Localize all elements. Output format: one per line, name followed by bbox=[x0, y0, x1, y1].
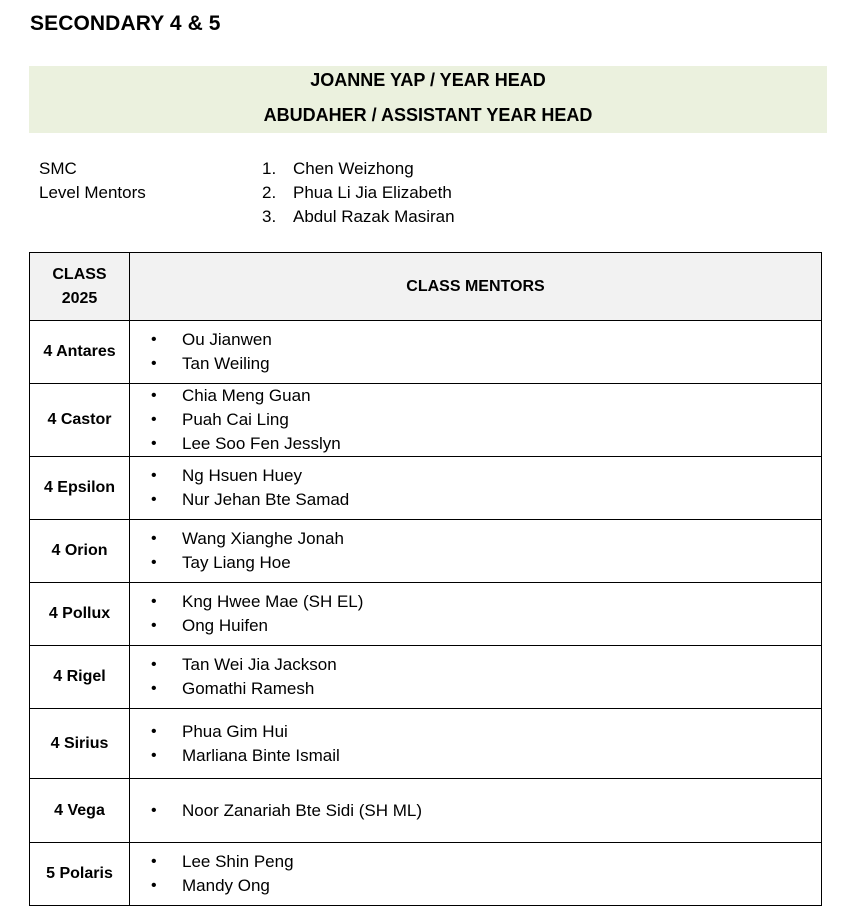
class-mentors-cell bbox=[130, 646, 822, 709]
class-mentor-item: • Gomathi Ramesh bbox=[151, 677, 821, 701]
class-name: 4 Rigel bbox=[30, 646, 130, 709]
page-title: SECONDARY 4 & 5 bbox=[30, 12, 221, 35]
smc-label bbox=[39, 157, 146, 205]
class-name: 5 Polaris bbox=[30, 843, 130, 906]
class-mentor-item: • Lee Shin Peng bbox=[151, 850, 821, 874]
class-mentors-cell bbox=[130, 843, 822, 906]
class-mentor-item: • Tay Liang Hoe bbox=[151, 551, 821, 575]
class-mentor-item: • Noor Zanariah Bte Sidi (SH ML) bbox=[151, 799, 821, 823]
table-row bbox=[30, 520, 822, 583]
class-name: 4 Vega bbox=[30, 779, 130, 843]
class-mentor-item: • Marliana Binte Ismail bbox=[151, 744, 821, 768]
class-mentors-cell bbox=[130, 520, 822, 583]
level-mentor-item bbox=[262, 181, 455, 205]
level-mentor-name: Phua Li Jia Elizabeth bbox=[293, 183, 452, 202]
list-number: 2. bbox=[262, 183, 277, 202]
table-row bbox=[30, 583, 822, 646]
class-name: 4 Pollux bbox=[30, 583, 130, 646]
class-mentor-item: • Nur Jehan Bte Samad bbox=[151, 488, 821, 512]
list-number: 3. bbox=[262, 207, 277, 226]
table-row bbox=[30, 384, 822, 457]
level-mentor-item bbox=[262, 157, 455, 181]
class-mentors-cell bbox=[130, 779, 822, 843]
class-mentor-item: • Phua Gim Hui bbox=[151, 720, 821, 744]
class-name: 4 Antares bbox=[30, 321, 130, 384]
year-head-banner bbox=[29, 66, 827, 133]
class-mentor-item: • Kng Hwee Mae (SH EL) bbox=[151, 590, 821, 614]
class-name: 4 Sirius bbox=[30, 709, 130, 779]
class-mentor-item: • Ong Huifen bbox=[151, 614, 821, 638]
class-name: 4 Epsilon bbox=[30, 457, 130, 520]
level-mentor-name: Chen Weizhong bbox=[293, 159, 414, 178]
class-name: 4 Orion bbox=[30, 520, 130, 583]
header-class-mentors: CLASS MENTORS bbox=[130, 253, 822, 321]
class-mentor-item: • Tan Wei Jia Jackson bbox=[151, 653, 821, 677]
level-mentors-list bbox=[262, 157, 455, 229]
list-number: 1. bbox=[262, 159, 277, 178]
assistant-year-head: ABUDAHER / ASSISTANT YEAR HEAD bbox=[263, 105, 593, 125]
smc-label-line1: SMC bbox=[39, 159, 77, 178]
class-mentor-item: • Mandy Ong bbox=[151, 874, 821, 898]
class-mentors-cell bbox=[130, 457, 822, 520]
class-mentor-item: • Wang Xianghe Jonah bbox=[151, 527, 821, 551]
header-class-line1: CLASS bbox=[52, 265, 107, 283]
class-mentor-item: • Ou Jianwen bbox=[151, 328, 821, 352]
class-mentor-item: • Puah Cai Ling bbox=[151, 408, 821, 432]
class-mentor-item: • Lee Soo Fen Jesslyn bbox=[151, 432, 821, 456]
table-row bbox=[30, 457, 822, 520]
year-head: JOANNE YAP / YEAR HEAD bbox=[310, 70, 546, 90]
class-mentors-table bbox=[29, 252, 822, 906]
table-row bbox=[30, 843, 822, 906]
class-mentors-cell bbox=[130, 583, 822, 646]
header-class bbox=[30, 253, 130, 321]
class-mentors-cell bbox=[130, 709, 822, 779]
table-row bbox=[30, 709, 822, 779]
class-mentors-cell bbox=[130, 321, 822, 384]
level-mentor-name: Abdul Razak Masiran bbox=[293, 207, 455, 226]
class-mentors-cell bbox=[130, 384, 822, 457]
class-name: 4 Castor bbox=[30, 384, 130, 457]
table-row bbox=[30, 646, 822, 709]
smc-label-line2: Level Mentors bbox=[39, 183, 146, 202]
class-mentor-item: • Ng Hsuen Huey bbox=[151, 464, 821, 488]
table-row bbox=[30, 779, 822, 843]
class-mentor-item: • Tan Weiling bbox=[151, 352, 821, 376]
level-mentor-item bbox=[262, 205, 455, 229]
header-class-line2: 2025 bbox=[61, 289, 98, 307]
class-mentor-item: • Chia Meng Guan bbox=[151, 384, 821, 408]
table-header-row bbox=[30, 253, 822, 321]
table-row bbox=[30, 321, 822, 384]
